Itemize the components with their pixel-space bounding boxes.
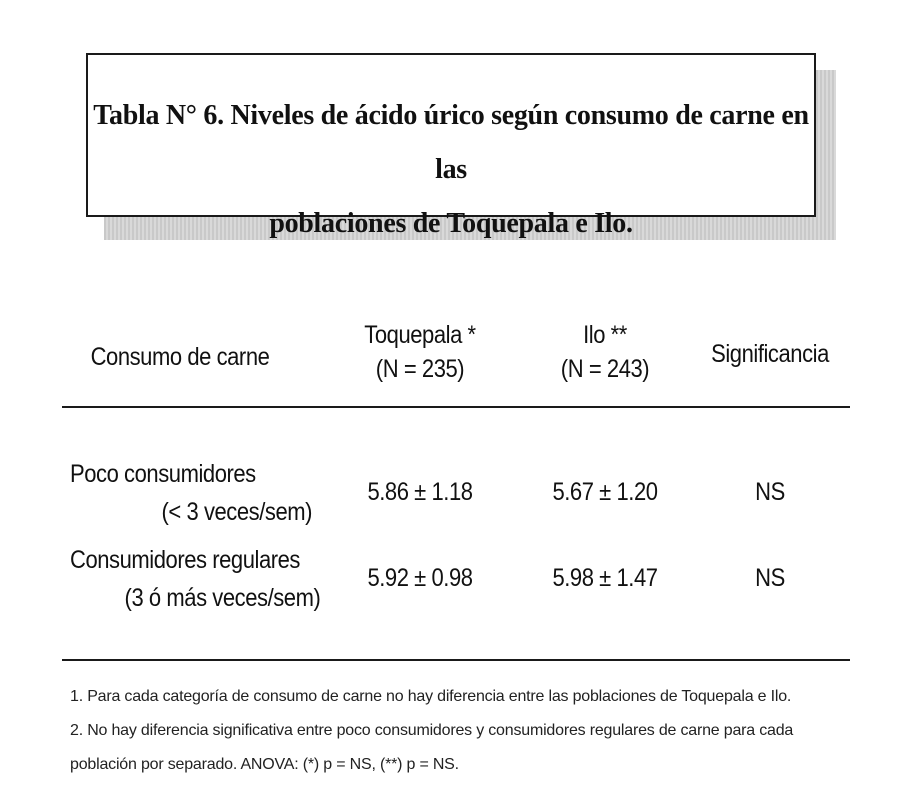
note-1: 1. Para cada categoría de consumo de carne no hay diferencia entre las poblaciones de Toquepala e Ilo.	[70, 688, 792, 705]
cell-ilo-poco: 5.67 ± 1.20	[552, 478, 658, 506]
table-title	[88, 89, 814, 251]
header-toquepala	[341, 318, 499, 386]
header-label: Consumo de carne	[90, 343, 270, 371]
cell-ilo-regulares: 5.98 ± 1.47	[552, 564, 658, 592]
header-ilo	[530, 318, 680, 386]
note-3: población por separado. ANOVA: (*) p = NS, (**) p = NS.	[70, 756, 459, 773]
cell-toquepala-regulares: 5.92 ± 0.98	[367, 564, 473, 592]
row-label-line-1: Consumidores regulares	[70, 546, 300, 574]
cell-toquepala-poco: 5.86 ± 1.18	[367, 478, 473, 506]
row-label-line-1: Poco consumidores	[70, 460, 256, 488]
header-ilo-n: (N = 243)	[560, 355, 650, 383]
row-label-poco-consumidores	[70, 455, 312, 531]
header-significancia-label: Significancia	[711, 340, 829, 368]
row-label-line-2: (3 ó más veces/sem)	[124, 584, 321, 612]
cell-significancia-poco: NS	[755, 478, 785, 506]
title-box	[86, 53, 816, 239]
header-rule	[62, 406, 850, 408]
row-label-line-2: (< 3 veces/sem)	[161, 498, 313, 526]
header-ilo-name: Ilo **	[583, 321, 627, 349]
table-notes	[70, 680, 850, 782]
note-2: 2. No hay diferencia significativa entre poco consumidores y consumidores regulares de carne para cada	[70, 722, 794, 739]
cell-significancia-regulares: NS	[755, 564, 785, 592]
footer-rule	[62, 659, 850, 661]
header-toquepala-n: (N = 235)	[375, 355, 465, 383]
header-consumo-de-carne	[83, 340, 277, 374]
header-toquepala-name: Toquepala *	[364, 321, 476, 349]
table-title-line-1: Tabla N° 6. Niveles de ácido úrico según consumo de carne en las	[93, 100, 809, 185]
row-label-consumidores-regulares	[70, 541, 320, 617]
table-title-line-2: poblaciones de Toquepala e Ilo.	[269, 208, 633, 239]
header-significancia	[700, 337, 841, 371]
